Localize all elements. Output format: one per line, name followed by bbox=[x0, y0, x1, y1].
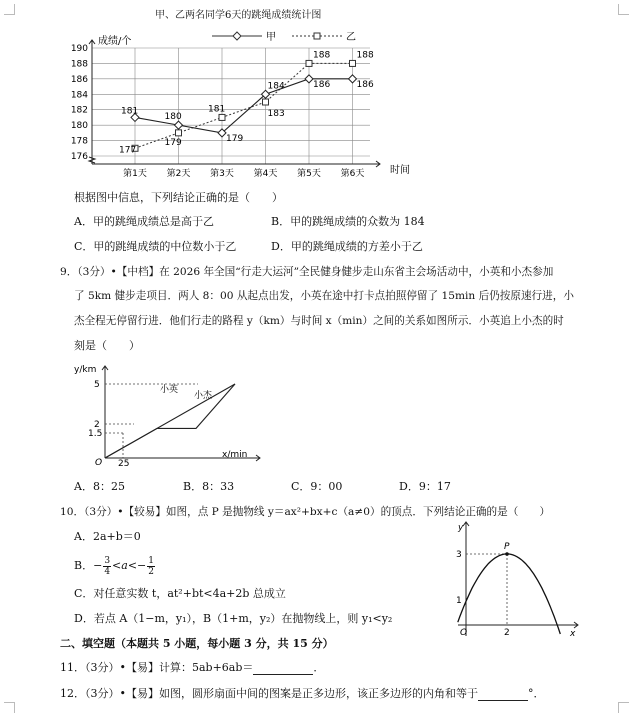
label-xiaojie: 小杰 bbox=[194, 391, 213, 401]
q10-option-b[interactable] bbox=[74, 553, 156, 579]
y-tick-label: 178 bbox=[70, 136, 88, 147]
q10-frac-2 bbox=[147, 556, 155, 577]
axis-y-label: y bbox=[458, 523, 464, 533]
series-b-label: 188 bbox=[356, 50, 374, 61]
chart-ylabel: 成绩/个 bbox=[98, 36, 132, 47]
q11-answer-blank[interactable] bbox=[253, 662, 313, 675]
y-tick-label: 176 bbox=[70, 152, 88, 162]
legend-label-b: 乙 bbox=[346, 32, 356, 43]
series-a-label: 179 bbox=[226, 133, 244, 144]
q9-option-a[interactable]: A．8：25 bbox=[74, 480, 125, 493]
q9-option-d[interactable]: D．9：17 bbox=[399, 480, 451, 493]
series-b-label: 177 bbox=[119, 145, 137, 156]
graph-xlabel: x/min bbox=[222, 450, 248, 460]
legend-label-a: 甲 bbox=[266, 32, 276, 43]
series-a-label: 186 bbox=[313, 79, 331, 90]
q8-option-b[interactable]: B．甲的跳绳成绩的众数为 184 bbox=[271, 215, 425, 228]
graph-y5: 5 bbox=[94, 380, 100, 390]
q11-text: 11．（3分）•【易】计算：5ab+6ab＝ bbox=[60, 661, 254, 674]
series-a-point bbox=[349, 75, 357, 83]
vertex-point bbox=[505, 552, 509, 556]
q8-option-d[interactable]: D．甲的跳绳成绩的方差小于乙 bbox=[271, 240, 423, 253]
y-tick-label: 180 bbox=[70, 121, 88, 132]
x-tick-label: 第2天 bbox=[166, 169, 191, 178]
series-a-label: 184 bbox=[267, 81, 285, 92]
q9-line-2: 了 5km 健步走项目．两人 8：00 从起点出发，小英在途中打卡点拍照停留了 15min 后仍按原速行进，小 bbox=[74, 290, 574, 302]
q12-tail: °． bbox=[527, 687, 545, 700]
q11-tail: ． bbox=[313, 661, 325, 674]
q8-stem: 根据图中信息，下列结论正确的是（ ） bbox=[74, 191, 283, 204]
graph-y2: 2 bbox=[94, 420, 100, 430]
walk-distance-time-graph bbox=[70, 362, 270, 468]
frac-1-den: 4 bbox=[104, 566, 111, 577]
chart-xlabel: 时间 bbox=[390, 165, 410, 176]
parabola-curve bbox=[458, 554, 561, 634]
frac-2-den: 2 bbox=[148, 566, 154, 577]
x-tick-label: 第3天 bbox=[210, 169, 234, 178]
q10-stem: 10．（3分）•【较易】如图，点 P 是抛物线 y＝ax²+bx+c（a≠0）的顶点．下列结论正确的是（ ） bbox=[60, 506, 551, 518]
series-a-label: 180 bbox=[164, 112, 182, 123]
series-b-label: 181 bbox=[208, 104, 226, 115]
crop-mark-top-right bbox=[618, 4, 629, 15]
q12-text: 12．（3分）•【易】如图，圆形扇面中间的图案是正多边形，该正多边形的内角和等于 bbox=[60, 687, 478, 700]
q8-option-c[interactable]: C．甲的跳绳成绩的中位数小于乙 bbox=[74, 240, 237, 253]
series-b-label: 183 bbox=[267, 109, 285, 119]
frac-2-num: 1 bbox=[148, 555, 154, 566]
tick-y1: 1 bbox=[456, 596, 462, 606]
tick-x2: 2 bbox=[504, 628, 510, 638]
q10-option-b-prefix: B．− bbox=[74, 559, 103, 572]
q12-answer-blank[interactable] bbox=[478, 688, 528, 701]
frac-1-num: 3 bbox=[104, 555, 111, 566]
axis-break-icon bbox=[89, 157, 95, 163]
y-tick-label: 184 bbox=[70, 90, 88, 101]
series-a-point bbox=[305, 75, 313, 83]
crop-mark-bottom-left bbox=[4, 702, 15, 713]
jump-rope-line-chart bbox=[60, 26, 420, 178]
label-xiaoying: 小英 bbox=[160, 385, 179, 395]
graph-y15: 1.5 bbox=[88, 429, 103, 439]
y-tick-label: 190 bbox=[70, 44, 88, 54]
graph-x25: 25 bbox=[118, 459, 130, 468]
chart-axes bbox=[71, 40, 380, 178]
series-b-label: 179 bbox=[164, 137, 182, 148]
vertex-label: P bbox=[504, 542, 510, 552]
q10-option-c[interactable]: C．对任意实数 t，at²+bt<4a+2b 总成立 bbox=[74, 587, 286, 600]
series-b-point bbox=[176, 130, 182, 136]
legend-square-icon bbox=[314, 33, 320, 39]
origin-label: O bbox=[460, 628, 468, 638]
parabola-axes bbox=[458, 522, 578, 636]
q8-option-a[interactable]: A．甲的跳绳成绩总是高于乙 bbox=[74, 215, 214, 228]
series-b-point bbox=[219, 114, 225, 120]
graph-origin: O bbox=[95, 458, 103, 468]
y-tick-label: 182 bbox=[70, 105, 88, 116]
parabola-graph bbox=[448, 518, 584, 640]
q9-line-3: 杰全程无停留行进．他们行走的路程 y（km）与时间 x（min）之间的关系如图所示．小英追上小杰的时 bbox=[74, 315, 564, 327]
q9-line-1: 9．（3分）•【中档】在 2026 年全国“行走大运河”全民健身健步走山东省主会场活动中，小英和小杰参加 bbox=[60, 266, 554, 278]
legend-diamond-icon bbox=[233, 32, 241, 40]
graph-ylabel: y/km bbox=[74, 365, 97, 375]
graph-guides bbox=[105, 384, 198, 458]
y-tick-label: 186 bbox=[70, 74, 88, 85]
series-a-label: 186 bbox=[356, 79, 374, 90]
crop-mark-top-left bbox=[4, 4, 15, 15]
y-tick-label: 188 bbox=[70, 59, 88, 70]
series-b-point bbox=[350, 60, 356, 66]
series-b-point bbox=[263, 99, 269, 105]
tick-y3: 3 bbox=[456, 550, 462, 560]
chart-marks bbox=[119, 50, 374, 155]
q12 bbox=[60, 687, 544, 701]
x-tick-label: 第4天 bbox=[253, 169, 278, 178]
q9-option-c[interactable]: C．9：00 bbox=[291, 480, 343, 493]
series-b-label: 188 bbox=[313, 50, 331, 61]
q10-option-d[interactable]: D．若点 A（1−m，y₁），B（1+m，y₂）在抛物线上，则 y₁<y₂ bbox=[74, 612, 393, 625]
chart-title: 甲、乙两名同学6天的跳绳成绩统计图 bbox=[155, 10, 322, 21]
q9-line-4: 刻是（ ） bbox=[74, 339, 140, 352]
q10-option-a[interactable]: A．2a+b＝0 bbox=[74, 530, 141, 543]
axis-x-label: x bbox=[570, 629, 576, 639]
chart-legend bbox=[212, 31, 356, 43]
series-b-line bbox=[135, 63, 353, 148]
q11 bbox=[60, 661, 324, 675]
q10-frac-1 bbox=[103, 556, 111, 577]
series-a-label: 181 bbox=[121, 106, 139, 117]
x-tick-label: 第5天 bbox=[297, 169, 321, 178]
q9-option-b[interactable]: B．8：33 bbox=[183, 480, 235, 493]
series-b-point bbox=[306, 60, 312, 66]
crop-mark-bottom-right bbox=[618, 702, 629, 713]
section-title-fill-in: 二、填空题（本题共 5 小题，每小题 3 分，共 15 分） bbox=[60, 637, 334, 650]
x-tick-label: 第1天 bbox=[123, 169, 147, 178]
q10-option-b-mid: <a<− bbox=[112, 559, 147, 572]
graph-lines bbox=[105, 384, 235, 458]
series-a-point bbox=[175, 121, 183, 129]
x-tick-label: 第6天 bbox=[340, 169, 365, 178]
